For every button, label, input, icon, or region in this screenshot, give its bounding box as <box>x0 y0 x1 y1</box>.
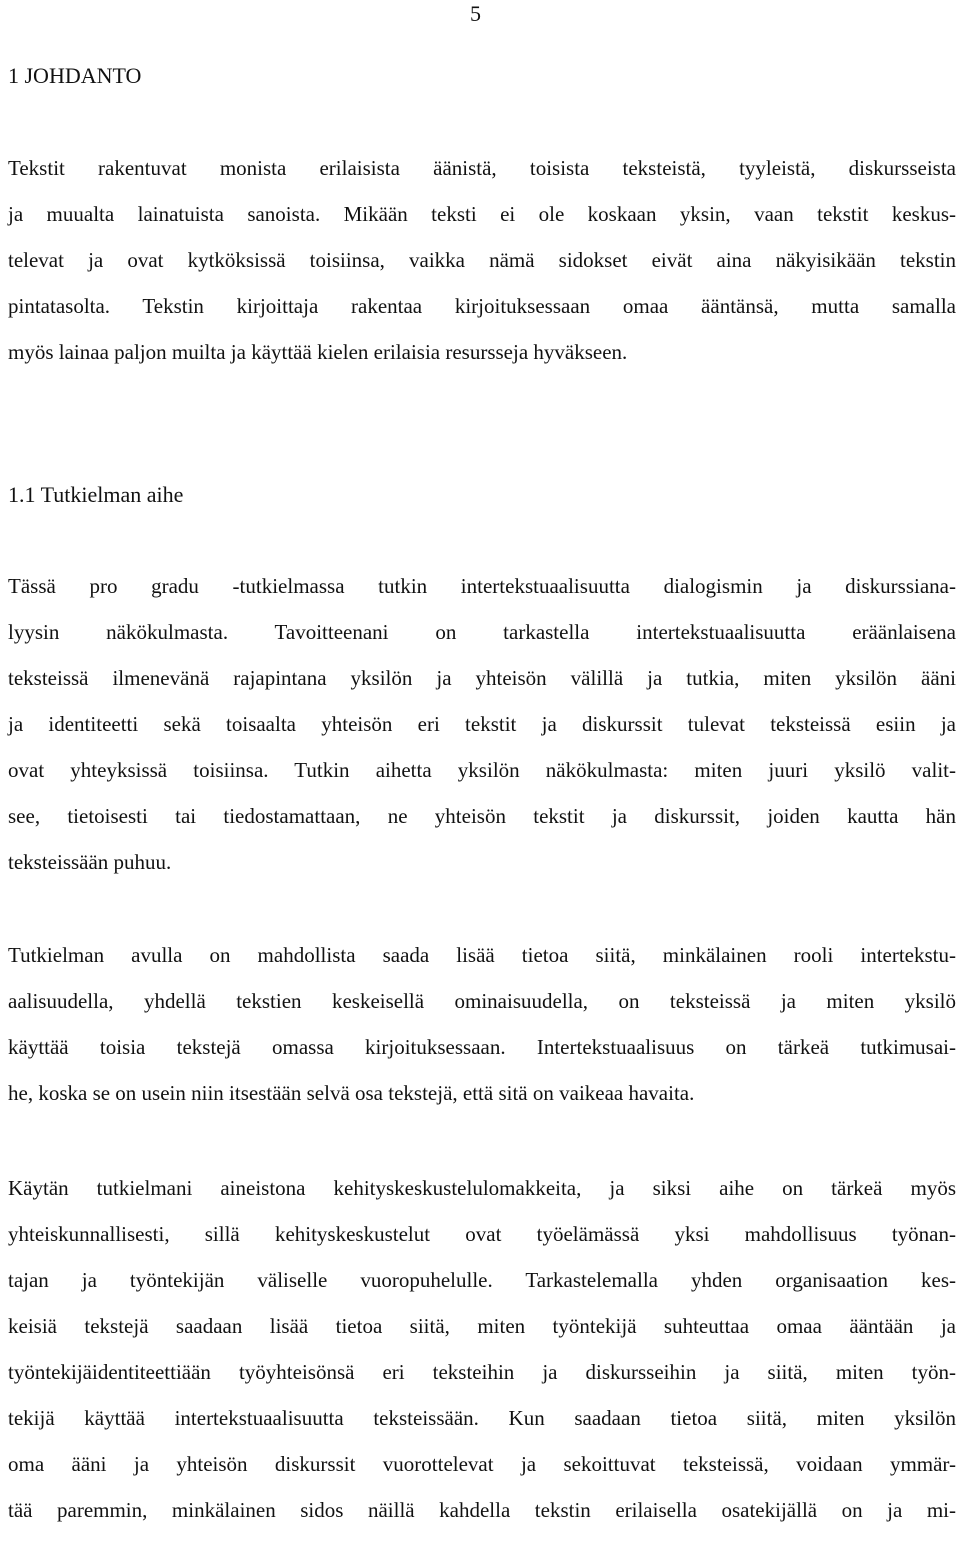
text-line: teksteissään puhuu. <box>8 850 172 874</box>
text-line: teksteissä ilmenevänä rajapintana yksilön ja yhteisön välillä ja tutkia, miten yksilön ääni <box>8 666 956 690</box>
text-line: käyttää toisia tekstejä omassa kirjoituksessaan. Intertekstuaalisuus on tärkeä tutkimusai- <box>8 1035 956 1059</box>
text-line: ja muualta lainatuista sanoista. Mikään teksti ei ole koskaan yksin, vaan tekstit keskus- <box>8 202 956 226</box>
text-line: televat ja ovat kytköksissä toisiinsa, vaikka nämä sidokset eivät aina näkyisikään tekstin <box>8 248 956 272</box>
text-line: Käytän tutkielmani aineistona kehityskeskustelulomakkeita, ja siksi aihe on tärkeä myös <box>8 1176 956 1200</box>
text-line: Tässä pro gradu -tutkielmassa tutkin intertekstuaalisuutta dialogismin ja diskurssiana- <box>8 574 956 598</box>
text-line: tajan ja työntekijän väliselle vuoropuhelulle. Tarkastelemalla yhden organisaation kes- <box>8 1268 956 1292</box>
text-line: see, tietoisesti tai tiedostamattaan, ne yhteisön tekstit ja diskurssit, joiden kautta hän <box>8 804 956 828</box>
text-line: työntekijäidentiteettiään työyhteisönsä eri teksteihin ja diskursseihin ja siitä, miten työn- <box>8 1360 956 1384</box>
text-line: keisiä tekstejä saadaan lisää tietoa siitä, miten työntekijä suhteuttaa omaa ääntään ja <box>8 1314 956 1338</box>
text-line: aalisuudella, yhdellä tekstien keskeisellä ominaisuudella, on teksteissä ja miten yksilö <box>8 989 956 1013</box>
paragraph-3 <box>8 940 956 1124</box>
text-line: lyysin näkökulmasta. Tavoitteenani on tarkastella intertekstuaalisuutta eräänlaisena <box>8 620 956 644</box>
text-line: pintatasolta. Tekstin kirjoittaja rakentaa kirjoituksessaan omaa ääntänsä, mutta samalla <box>8 294 956 318</box>
chapter-heading: 1 JOHDANTO <box>8 63 142 88</box>
text-line: tää paremmin, minkälainen sidos näillä kahdella tekstin erilaisella osatekijällä on ja mi- <box>8 1498 956 1522</box>
text-line: Tekstit rakentuvat monista erilaisista äänistä, toisista teksteistä, tyyleistä, diskursseista <box>8 156 956 180</box>
text-line: myös lainaa paljon muilta ja käyttää kielen erilaisia resursseja hyväkseen. <box>8 340 628 364</box>
paragraph-1 <box>8 153 956 383</box>
text-line: Tutkielman avulla on mahdollista saada lisää tietoa siitä, minkälainen rooli intertekstu- <box>8 943 956 967</box>
text-line: oma ääni ja yhteisön diskurssit vuorottelevat ja sekoittuvat teksteissä, voidaan ymmär- <box>8 1452 956 1476</box>
paragraph-4 <box>8 1173 956 1541</box>
text-line: yhteiskunnallisesti, sillä kehityskeskustelut ovat työelämässä yksi mahdollisuus työnan- <box>8 1222 956 1246</box>
text-line: ja identiteetti sekä toisaalta yhteisön eri tekstit ja diskurssit tulevat teksteissä esiin ja <box>8 712 956 736</box>
page-number: 5 <box>470 1 481 26</box>
text-line: tekijä käyttää intertekstuaalisuutta teksteissään. Kun saadaan tietoa siitä, miten yksilön <box>8 1406 956 1430</box>
text-line: he, koska se on usein niin itsestään selvä osa tekstejä, että sitä on vaikeaa havaita. <box>8 1081 695 1105</box>
paragraph-2 <box>8 571 956 893</box>
section-heading: 1.1 Tutkielman aihe <box>8 482 184 507</box>
text-line: ovat yhteyksissä toisiinsa. Tutkin aihetta yksilön näkökulmasta: miten juuri yksilö valit- <box>8 758 956 782</box>
